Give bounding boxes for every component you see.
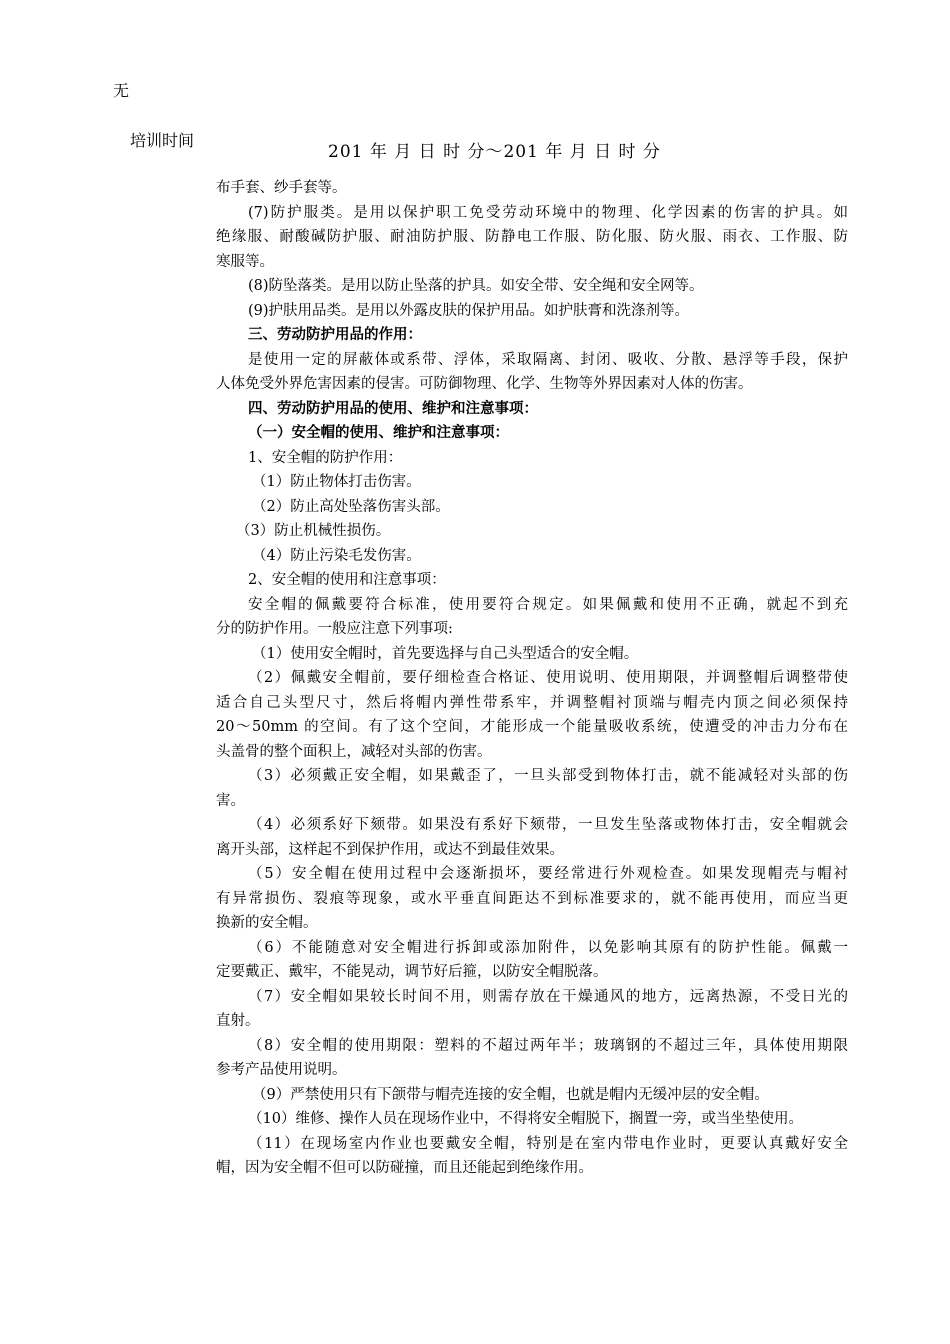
paragraph-line: 寒服等。 xyxy=(216,253,274,270)
list-item: （2）佩戴安全帽前，要仔细检查合格证、使用说明、使用期限，并调整帽后调整带使 xyxy=(248,670,848,686)
paragraph-line: 帽，因为安全帽不但可以防碰撞，而且还能起到绝缘作用。 xyxy=(216,1160,593,1176)
list-item: （3）必须戴正安全帽，如果戴歪了，一旦头部受到物体打击，就不能减轻对头部的伤 xyxy=(248,768,848,784)
list-item: （5）安全帽在使用过程中会逐渐损坏，要经常进行外观检查。如果发现帽壳与帽衬 xyxy=(248,866,848,882)
section-heading: 三、劳动防护用品的作用： xyxy=(248,326,422,343)
document-body xyxy=(216,176,848,1181)
paragraph-line: (8)防坠落类。是用以防止坠落的护具。如安全带、安全绳和安全网等。 xyxy=(248,278,704,294)
training-time-value: 201 年 月 日 时 分～201 年 月 日 时 分 xyxy=(328,142,661,162)
paragraph-line: 有异常损伤、裂痕等现象，或水平垂直间距达不到标准要求的，就不能再使用，而应当更 xyxy=(216,890,848,907)
top-mark: 无 xyxy=(113,81,130,100)
paragraph-line: 直射。 xyxy=(216,1013,260,1029)
paragraph-line: 定要戴正、戴牢，不能晃动，调节好后箍，以防安全帽脱落。 xyxy=(216,964,608,980)
paragraph-line: 安全帽的佩戴要符合标准，使用要符合规定。如果佩戴和使用不正确，就起不到充 xyxy=(248,596,848,613)
paragraph-line: 换新的安全帽。 xyxy=(216,915,318,931)
list-item: （2）防止高处坠落伤害头部。 xyxy=(252,498,450,515)
paragraph-line: 头盖骨的整个面积上，减轻对头部的伤害。 xyxy=(216,743,492,760)
paragraph-line: 分的防护作用。一般应注意下列事项: xyxy=(216,621,453,637)
list-item: （7）安全帽如果较长时间不用，则需存放在干燥通风的地方，远离热源，不受日光的 xyxy=(248,988,848,1005)
section-heading: 四、劳动防护用品的使用、维护和注意事项： xyxy=(248,399,538,417)
list-item: （1）使用安全帽时，首先要选择与自己头型适合的安全帽。 xyxy=(252,645,639,662)
list-item: （9）严禁使用只有下颌带与帽壳连接的安全帽，也就是帽内无缓冲层的安全帽。 xyxy=(252,1086,769,1103)
training-time-label: 培训时间 xyxy=(130,131,195,150)
paragraph-line: 布手套、纱手套等。 xyxy=(216,180,347,196)
paragraph-line: 2、安全帽的使用和注意事项： xyxy=(248,572,446,588)
paragraph-line: 绝缘服、耐酸碱防护服、耐油防护服、防静电工作服、防化服、防火服、雨衣、工作服、防 xyxy=(216,229,848,245)
paragraph-line: (9)护肤用品类。是用以外露皮肤的保护用品。如护肤膏和洗涤剂等。 xyxy=(248,302,690,319)
paragraph-line: 是使用一定的屏蔽体或系带、浮体，采取隔离、封闭、吸收、分散、悬浮等手段，保护 xyxy=(248,351,848,368)
paragraph-line: 20～50mm 的空间。有了这个空间，才能形成一个能量吸收系统，使遭受的冲击力分布在 xyxy=(216,719,848,735)
paragraph-line: (7)防护服类。是用以保护职工免受劳动环境中的物理、化学因素的伤害的护具。如 xyxy=(248,204,848,221)
list-item: （10）维修、操作人员在现场作业中，不得将安全帽脱下，搁置一旁，或当坐垫使用。 xyxy=(248,1111,803,1127)
paragraph-line: 参考产品使用说明。 xyxy=(216,1062,347,1078)
list-item: （11）在现场室内作业也要戴安全帽，特别是在室内带电作业时，更要认真戴好安全 xyxy=(248,1135,848,1152)
list-item: （1）防止物体打击伤害。 xyxy=(252,474,421,490)
paragraph-line: 害。 xyxy=(216,792,245,809)
paragraph-line: 人体免受外界危害因素的侵害。可防御物理、化学、生物等外界因素对人体的伤害。 xyxy=(216,376,753,392)
paragraph-line: 1、安全帽的防护作用： xyxy=(248,449,403,466)
paragraph-line: 离开头部，这样起不到保护作用，或达不到最佳效果。 xyxy=(216,841,564,858)
paragraph-line: 适合自己头型尺寸，然后将帽内弹性带系牢，并调整帽衬顶端与帽壳内顶之间必须保持 xyxy=(216,694,848,711)
subsection-heading: （一）安全帽的使用、维护和注意事项： xyxy=(248,424,509,441)
list-item: （4）防止污染毛发伤害。 xyxy=(252,547,421,564)
list-item: （6）不能随意对安全帽进行拆卸或添加附件，以免影响其原有的防护性能。佩戴一 xyxy=(248,939,848,956)
list-item: （8）安全帽的使用期限：塑料的不超过两年半；玻璃钢的不超过三年，具体使用期限 xyxy=(248,1037,848,1054)
list-item: （3）防止机械性损伤。 xyxy=(236,523,391,539)
list-item: （4）必须系好下颏带。如果没有系好下颏带，一旦发生坠落或物体打击，安全帽就会 xyxy=(248,817,848,833)
